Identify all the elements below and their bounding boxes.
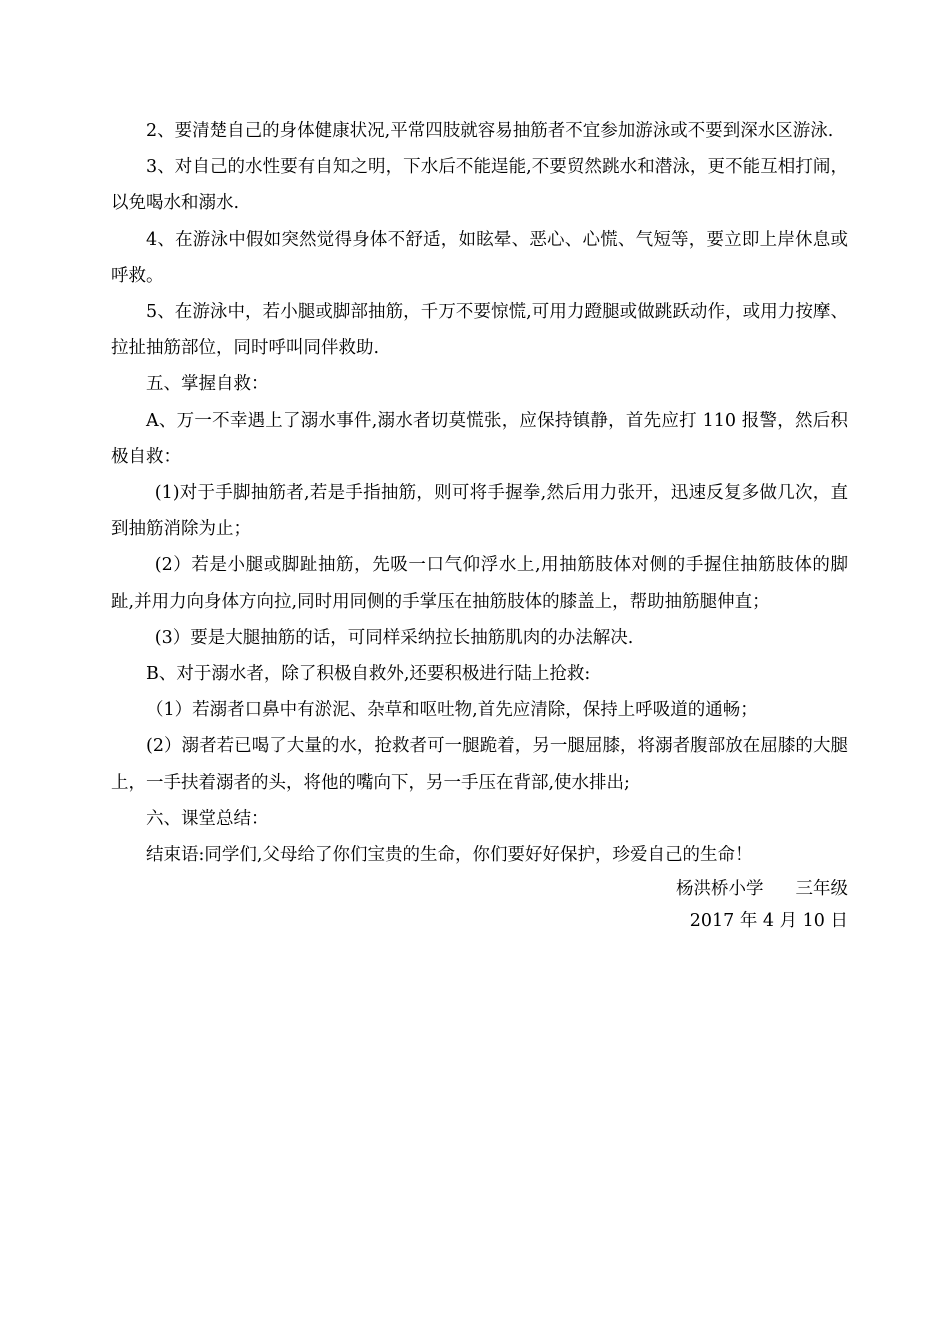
paragraph-closing-remarks: 结束语:同学们,父母给了你们宝贵的生命，你们要好好保护，珍爱自己的生命！ <box>146 845 753 866</box>
paragraph-cramp-hand: (1)对于手脚抽筋者,若是手指抽筋，则可将手握拳,然后用力张开，迅速反复多做几次，直到抽筋消除为止； <box>111 483 848 540</box>
paragraph-rescue-b: B、对于溺水者，除了积极自救外,还要积极进行陆上抢救: <box>146 664 591 685</box>
paragraph-rescue-step-2: (2）溺者若已喝了大量的水，抢救者可一腿跪着，另一腿屈膝，将溺者腹部放在屈膝的大腿上，一手扶着溺者的头，将他的嘴向下，另一手压在背部,使水排出; <box>111 736 848 793</box>
paragraph-rule-5: 5、在游泳中，若小腿或脚部抽筋，千万不要惊慌,可用力蹬腿或做跳跃动作，或用力按摩、拉扯抽筋部位，同时呼叫同伴救助. <box>111 302 848 359</box>
paragraph-cramp-thigh: (3）要是大腿抽筋的话，可同样采纳拉长抽筋肌肉的办法解决. <box>154 627 634 648</box>
signature-grade: 三年级 <box>795 879 848 900</box>
signature-date: 2017 年 4 月 10 日 <box>689 911 848 932</box>
section-heading-summary: 六、课堂总结： <box>146 808 269 829</box>
signature-school: 杨洪桥小学 <box>676 879 764 900</box>
signature-line <box>111 873 848 905</box>
section-heading-self-rescue: 五、掌握自救： <box>146 374 269 395</box>
document-page <box>111 113 848 937</box>
paragraph-rescue-step-1: （1）若溺者口鼻中有淤泥、杂草和呕吐物,首先应清除，保持上呼吸道的通畅； <box>146 700 758 721</box>
paragraph-rule-2: 2、要清楚自己的身体健康状况,平常四肢就容易抽筋者不宜参加游泳或不要到深水区游泳. <box>146 121 834 141</box>
paragraph-rule-4: 4、在游泳中假如突然觉得身体不舒适，如眩晕、恶心、心慌、气短等，要立即上岸休息或呼救。 <box>111 229 848 286</box>
paragraph-self-rescue-a: A、万一不幸遇上了溺水事件,溺水者切莫慌张，应保持镇静，首先应打 110 报警，然后积极自救： <box>111 410 848 467</box>
paragraph-cramp-calf: (2）若是小腿或脚趾抽筋，先吸一口气仰浮水上,用抽筋肢体对侧的手握住抽筋肢体的脚趾,并用力向身体方向拉,同时用同侧的手掌压在抽筋肢体的膝盖上，帮助抽筋腿伸直； <box>111 555 848 612</box>
paragraph-rule-3: 3、对自己的水性要有自知之明，下水后不能逞能,不要贸然跳水和潜泳，更不能互相打闹，以免喝水和溺水. <box>111 157 848 214</box>
